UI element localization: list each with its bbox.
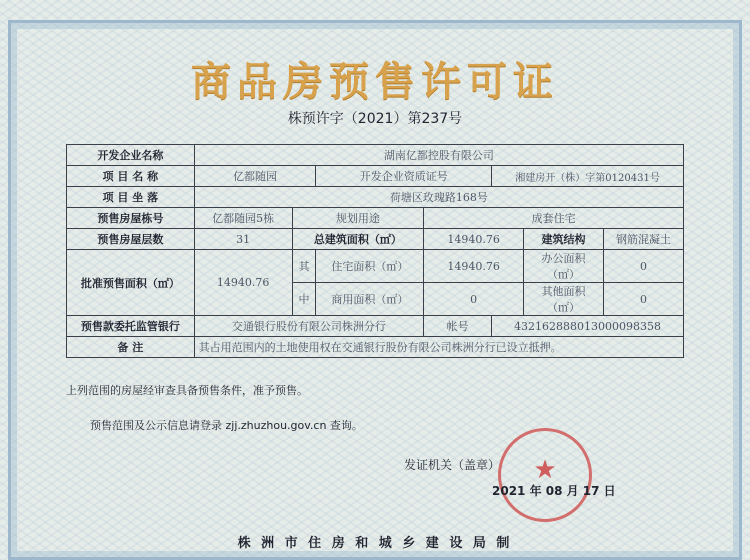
structure-value: 钢筋混凝土 (604, 229, 684, 250)
table-row (67, 166, 684, 187)
commercial-value: 0 (424, 283, 524, 316)
usage-label: 规划用途 (292, 208, 424, 229)
office-value: 0 (604, 250, 684, 283)
certificate-title: 商品房预售许可证 (191, 58, 559, 105)
total-area-label: 总建筑面积（㎡） (292, 229, 424, 250)
account-value: 432162888013000098358 (492, 316, 684, 337)
table-row (67, 229, 684, 250)
qualification-label: 开发企业资质证号 (316, 166, 492, 187)
usage-value: 成套住宅 (424, 208, 684, 229)
developer-value: 湖南亿都控股有限公司 (194, 145, 683, 166)
residential-label: 住宅面积（㎡） (316, 250, 424, 283)
official-seal (498, 428, 592, 522)
table-row (67, 145, 684, 166)
issue-date: 2021 年 08 月 17 日 (492, 484, 616, 498)
bank-label: 预售款委托监管银行 (67, 316, 195, 337)
zhong-char: 中 (292, 283, 316, 316)
other-value: 0 (604, 283, 684, 316)
location-value: 荷塘区玫瑰路168号 (194, 187, 683, 208)
table-row (67, 187, 684, 208)
total-area-value: 14940.76 (424, 229, 524, 250)
building-value: 亿都随园5栋 (194, 208, 292, 229)
remarks-label: 备 注 (67, 337, 195, 358)
publicity-note: 预售范围及公示信息请登录 zjj.zhuzhou.gov.cn 查询。 (90, 419, 363, 432)
table-row (67, 208, 684, 229)
account-label: 帐号 (424, 316, 492, 337)
approval-note: 上列范围的房屋经审查具备预售条件，准予预售。 (66, 384, 308, 397)
bank-value: 交通银行股份有限公司株洲分行 (194, 316, 424, 337)
permit-number: 株预许字（2021）第237号 (287, 111, 463, 127)
table-row (67, 337, 684, 358)
commercial-label: 商用面积（㎡） (316, 283, 424, 316)
table-row (67, 316, 684, 337)
office-label: 办公面积（㎡） (524, 250, 604, 283)
qi-char: 其 (292, 250, 316, 283)
project-name-value: 亿都随园 (194, 166, 316, 187)
other-label: 其他面积（㎡） (524, 283, 604, 316)
floors-value: 31 (194, 229, 292, 250)
floors-label: 预售房屋层数 (67, 229, 195, 250)
structure-label: 建筑结构 (524, 229, 604, 250)
remarks-value: 其占用范围内的土地使用权在交通银行股份有限公司株洲分行已设立抵押。 (194, 337, 683, 358)
approved-area-value: 14940.76 (194, 250, 292, 316)
developer-label: 开发企业名称 (67, 145, 195, 166)
qualification-value: 湘建房开（株）字第0120431号 (492, 166, 684, 187)
issuing-authority: 发证机关（盖章） (404, 458, 501, 472)
issuer-footer: 株 洲 市 住 房 和 城 乡 建 设 局 制 (237, 536, 513, 551)
table-row (67, 250, 684, 283)
approved-area-label: 批准预售面积（㎡） (67, 250, 195, 316)
building-label: 预售房屋栋号 (67, 208, 195, 229)
seal-star-icon: ★ (533, 455, 557, 485)
project-name-label: 项 目 名 称 (67, 166, 195, 187)
residential-value: 14940.76 (424, 250, 524, 283)
location-label: 项 目 坐 落 (67, 187, 195, 208)
permit-table (66, 144, 684, 358)
